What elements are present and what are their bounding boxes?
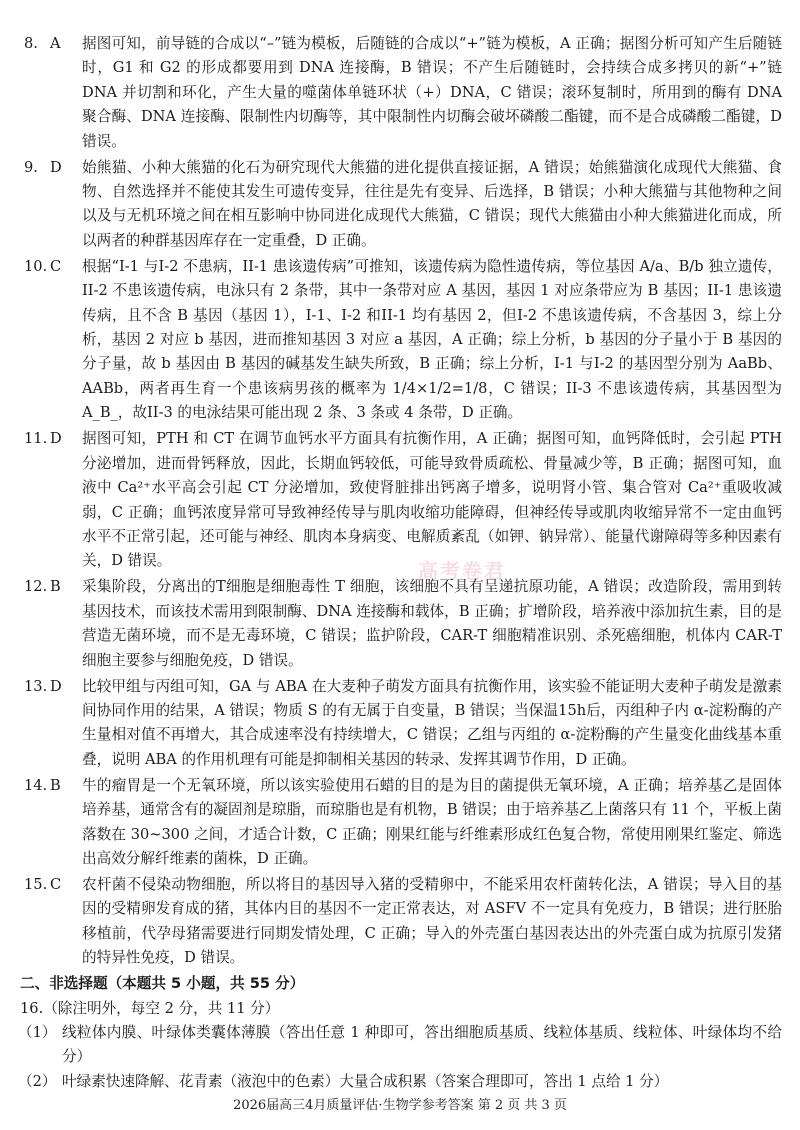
item-number: 15. — [24, 875, 48, 893]
answer-item-12 — [18, 575, 782, 673]
item-explanation: 据图可知，前导链的合成以“–”链为模板，后随链的合成以“+”链为模板，A 正确；据图分析可知产生后随链时，G1 和 G2 的形成都要用到 DNA 连接酶，B 错误；不产生后随链时，会持续合成多拷贝的新“+”链 DNA 并切割和环化，产生大量的噬菌体单链环状（+）DNA，C 错误；滚环复制时，所用到的酶有 DNA 聚合酶、DNA 连接酶、限制性内切酶等，其中限制性内切酶会破坏磷酸二酯键，而不是合成磷酸二酯键，D 错误。 — [82, 35, 782, 150]
item-answer: D — [50, 158, 62, 176]
item-number: 11. — [24, 430, 48, 448]
item-answer: B — [50, 776, 61, 794]
item-explanation: 比较甲组与丙组可知，GA 与 ABA 在大麦种子萌发方面具有抗衡作用，该实验不能证明大麦种子萌发是激素间协同作用的结果，A 错误；物质 S 的有无属于自变量，B 错误；当保温15h后，丙组种子内 α-淀粉酶的产生量相对值不再增大，其合成速率没有持续增大，C 错误；乙组与丙组的 α-淀粉酶的产生量变化曲线基本重叠，说明 ABA 的作用机理有可能是抑制相关基因的转录、发挥其调节作用，D 正确。 — [82, 677, 782, 768]
answer-item-10 — [18, 255, 782, 426]
answer-item-8 — [18, 32, 782, 154]
part-answer: 叶绿素快速降解、花青素（液泡中的色素）大量合成积累（答案合理即可，答出 1 点给 1 分） — [62, 1072, 669, 1090]
item-explanation: 牛的瘤胃是一个无氧环境，所以该实验使用石蜡的目的是为目的菌提供无氧环境，A 正确；培养基乙是固体培养基，通常含有的凝固剂是琼脂，而琼脂也是有机物，B 错误；由于培养基乙上菌落只有 11 个，平板上菌落数在 30~300 之间，才适合计数，C 正确；刚果红能与纤维素形成红色复合物，常使用刚果红鉴定、筛选出高效分解纤维素的菌株，D 正确。 — [82, 776, 782, 867]
item-number: 13. — [24, 677, 48, 695]
item-answer: C — [50, 257, 62, 275]
answer-item-14 — [18, 774, 782, 872]
item-number: 9. — [24, 158, 38, 176]
question-16-heading: 16.（除注明外，每空 2 分，共 11 分） — [20, 999, 280, 1017]
item-explanation: 据图可知，PTH 和 CT 在调节血钙水平方面具有抗衡作用，A 正确；据图可知，血钙降低时，会引起 PTH 分泌增加，进而骨钙释放，因此，长期血钙较低，可能导致骨质疏松、骨量减少等，B 正确；据图可知，血液中 Ca²⁺水平高会引起 CT 分泌增加，致使肾脏排出钙离子增多，说明肾小管、集合管对 Ca²⁺重吸收减弱，C 正确；血钙浓度异常可导致神经传导与肌肉收缩功能障碍，但神经传导或肌肉收缩异常不一定由血钙水平不正常引起，还可能与神经、肌肉本身病变、电解质紊乱（如钾、钠异常）、能量代谢障碍等多种因素有关，D 错误。 — [82, 430, 782, 570]
section-title: 二、非选择题（本题共 5 小题，共 55 分） — [20, 975, 305, 993]
item-number: 14. — [24, 776, 48, 794]
item-explanation: 农杆菌不侵染动物细胞，所以将目的基因导入猪的受精卵中，不能采用农杆菌转化法，A 错误；导入目的基因的受精卵发育成的猪，其体内目的基因不一定正常表达，对 ASFV 不一定具有免疫力，B 错误；进行胚胎移植前，代孕母猪需要进行同期发情处理，C 正确；导入的外壳蛋白基因表达出的外壳蛋白成为抗原引发猪的特异性免疫，D 错误。 — [82, 875, 782, 967]
mc-answer-list — [18, 32, 782, 971]
watermark: 高考卷君 — [418, 559, 506, 583]
item-answer: D — [50, 677, 62, 695]
item-explanation: 始熊猫、小种大熊猫的化石为研究现代大熊猫的进化提供直接证据，A 错误；始熊猫演化成现代大熊猫、食物、自然选择并不能使其发生可遗传变异，往往是先有变异、后选择，B 错误；小种大熊猫与其他物种之间以及与无机环境之间在相互影响中协同进化成现代大熊猫，C 错误；现代大熊猫由小种大熊猫进化而成，所以两者的种群基因库存在一定重叠，D 正确。 — [82, 158, 782, 249]
part-number: （2） — [18, 1072, 57, 1090]
page-footer: 2026届高三4月质量评估·生物学参考答案 第 2 页 共 3 页 — [233, 1098, 567, 1113]
item-answer: C — [50, 875, 62, 893]
answer-document — [18, 32, 782, 1094]
item-explanation: 根据“I-1 与I-2 不患病，II-1 患该遗传病”可推知，该遗传病为隐性遗传病，等位基因 A/a、B/b 独立遗传，II-2 不患该遗传病，电泳只有 2 条带，其中一条带对应 A 基因，基因 1 对应条带应为 B 基因；II-1 患该遗传病，且不含 B 基因（基因 1），I-1、I-2 和II-1 均有基因 2，但I-2 不患该遗传病，不含基因 3，综上分析，基因 2 对应 b 基因，进而推知基因 3 对应 a 基因，A 正确；综上分析，b 基因的分子量小于 B 基因的分子量，故 b 基因由 B 基因的碱基发生缺失所致，B 正确；综上分析，I-1 与I-2 的基因型分别为 AaBb、AABb，两者再生育一个患该病男孩的概率为 1/4×1/2=1/8，C 错误；II-3 不患该遗传病，其基因型为 A_B_，故II-3 的电泳结果可能出现 2 条、3 条或 4 条带，D 正确。 — [82, 257, 782, 422]
answer-item-9 — [18, 156, 782, 254]
q16-part-1 — [18, 1021, 782, 1070]
item-answer: D — [50, 430, 62, 448]
answer-item-13 — [18, 675, 782, 773]
item-number: 12. — [24, 578, 48, 596]
answer-item-11 — [18, 427, 782, 573]
item-answer: A — [50, 35, 61, 52]
item-number: 8. — [24, 35, 38, 52]
item-answer: B — [50, 578, 61, 596]
part-number: （1） — [18, 1024, 57, 1041]
q16-part-2 — [18, 1070, 782, 1094]
answer-item-15 — [18, 873, 782, 971]
item-explanation: 采集阶段，分离出的T细胞是细胞毒性 T 细胞，该细胞不具有呈递抗原功能，A 错误；改造阶段，需用到转基因技术，而该技术需用到限制酶、DNA 连接酶和载体，B 正确；扩增阶段，培养液中添加抗生素，目的是营造无菌环境，而不是无毒环境，C 错误；监护阶段，CAR-T 细胞精准识别、杀死癌细胞，机体内 CAR-T 细胞主要参与细胞免疫，D 错误。 — [82, 578, 782, 669]
part-answer: 线粒体内膜、叶绿体类囊体薄膜（答出任意 1 种即可，答出细胞质基质、线粒体基质、线粒体、叶绿体均不给分） — [62, 1024, 782, 1066]
item-number: 10. — [24, 257, 48, 275]
